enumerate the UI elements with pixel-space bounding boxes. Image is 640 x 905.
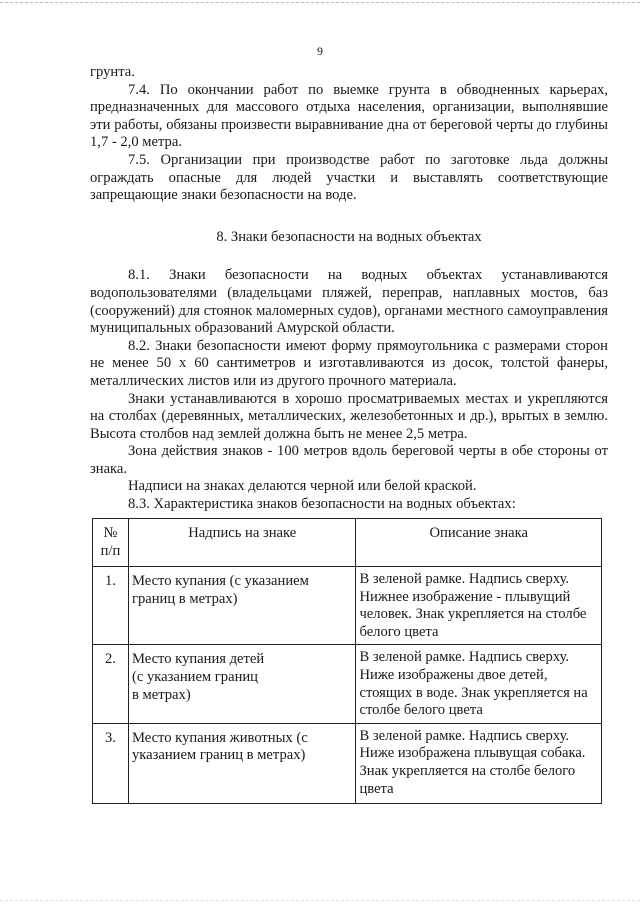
- paragraph-7-4: 7.4. По окончании работ по выемке грунта в обводненных карьерах, предназначенных для массового отдыха населения, организации, выполнявшие эти работы, обязаны произвести выравнивание дна от береговой черты до глубины 1,7 - 2,0 метра.: [90, 81, 608, 151]
- signs-table: [92, 518, 602, 804]
- row-inscription: Место купания (с указанием границ в метрах): [128, 567, 356, 645]
- row-description: В зеленой рамке. Надпись сверху. Нижнее изображение - плывущий человек. Знак укрепляется на столбе белого цвета: [356, 567, 602, 645]
- paragraph-8-3: 8.3. Характеристика знаков безопасности на водных объектах:: [128, 496, 516, 513]
- header-number: № п/п: [93, 519, 129, 567]
- page-number: 9: [317, 44, 323, 58]
- row-description: В зеленой рамке. Надпись сверху. Ниже изображена плывущая собака. Знак укрепляется на столбе белого цвета: [356, 723, 602, 803]
- paragraph-continuation: грунта.: [90, 64, 135, 80]
- row-description: В зеленой рамке. Надпись сверху. Ниже изображены двое детей, стоящих в воде. Знак укрепляется на столбе белого цвета: [356, 645, 602, 723]
- document-body: [90, 64, 608, 514]
- paragraph-inscriptions: Надписи на знаках делаются черной или белой краской.: [128, 478, 477, 495]
- table-row: [93, 567, 602, 645]
- header-inscription: Надпись на знаке: [128, 519, 356, 567]
- paragraph-installation: Знаки устанавливаются в хорошо просматриваемых местах и укрепляются на столбах (деревянных, металлических, железобетонных и др.), врытых в землю. Высота столбов над землей должна быть не менее 2,5 метра.: [90, 390, 608, 442]
- row-number: 3.: [93, 723, 129, 803]
- row-number: 2.: [93, 645, 129, 723]
- paragraph-8-1: 8.1. Знаки безопасности на водных объектах устанавливаются водопользователями (владельцами пляжей, переправ, наплавных мостов, баз (сооружений) для стоянок маломерных судов), органами местного самоуправления муниципальных образований Амурской области.: [90, 267, 608, 337]
- row-inscription: Место купания животных (с указанием границ в метрах): [128, 723, 356, 803]
- row-inscription: Место купания детей (с указанием границ в метрах): [128, 645, 356, 723]
- table-row: [93, 723, 602, 803]
- table-row: [93, 645, 602, 723]
- header-description: Описание знака: [356, 519, 602, 567]
- scan-edge-bottom: [0, 900, 640, 901]
- paragraph-zone: Зона действия знаков - 100 метров вдоль береговой черты в обе стороны от знака.: [90, 443, 608, 477]
- table-header-row: [93, 519, 602, 567]
- row-number: 1.: [93, 567, 129, 645]
- paragraph-7-5: 7.5. Организации при производстве работ по заготовке льда должны ограждать опасные для людей участки и выставлять соответствующие запрещающие знаки безопасности на воде.: [90, 151, 608, 204]
- paragraph-8-2: 8.2. Знаки безопасности имеют форму прямоугольника с размерами сторон не менее 50 х 60 сантиметров и изготавливаются из досок, толстой фанеры, металлических листов или из другого прочного материала.: [90, 337, 608, 389]
- section-heading: 8. Знаки безопасности на водных объектах: [216, 228, 482, 245]
- scan-edge-top: [0, 2, 640, 4]
